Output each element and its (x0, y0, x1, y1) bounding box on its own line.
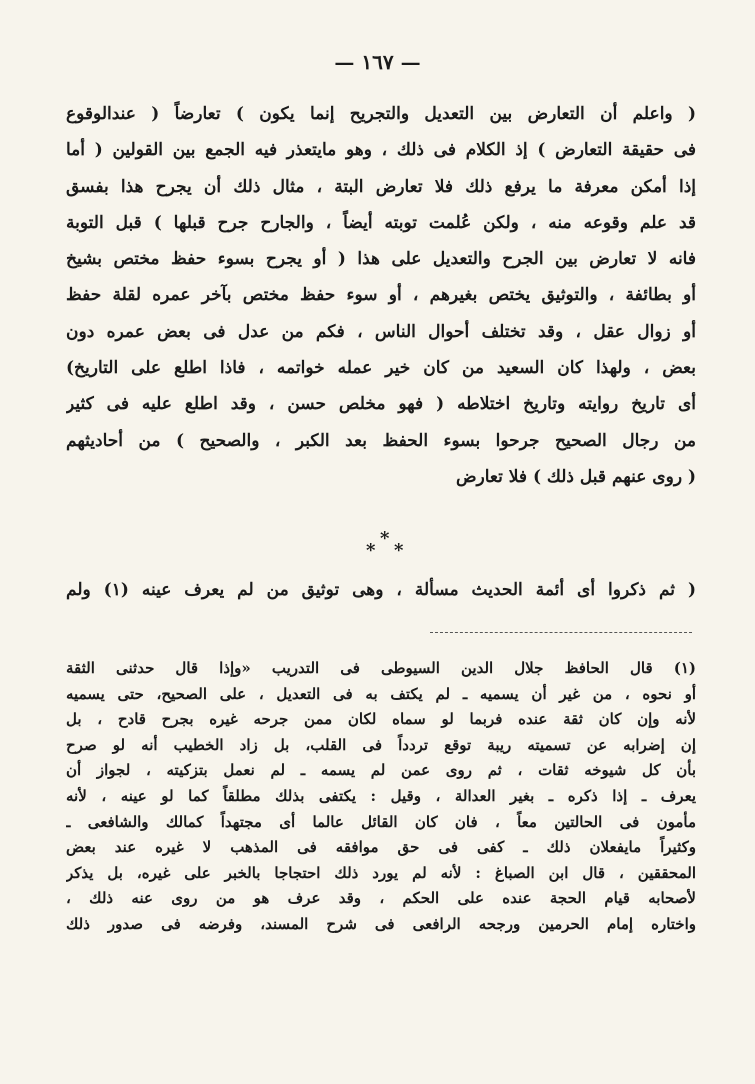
separator-star: * (380, 528, 390, 549)
footnote-line: واختاره إمام الحرمين ورجحه الرافعى فى شرح المسند، وفرضه فى صدور ذلك (66, 914, 696, 933)
main-text-line: من رجال الصحيح جرحوا بسوء الحفظ بعد الكبر ، والصحيح ) من أحاديثهم (66, 430, 696, 451)
main-text-line: فى حقيقة التعارض ) إذ الكلام فى ذلك ، وهو مايتعذر فيه الجمع بين القولين ( أما (66, 140, 696, 161)
footnote-line: بأن كل شيوخه ثقات ، ثم روى عمن لم يسمه ـ لم نعمل بتزكيته ، لجواز أن (66, 761, 696, 780)
main-text-line: أو بطائفة ، والتوثيق يختص بغيرهم ، أو سوء حفظ مختص بآخر عمره لقلة حفظ (66, 285, 696, 306)
section-separator (0, 528, 755, 564)
main-text-line: أو زوال عقل ، وقد تختلف أحوال الناس ، فكم من عدل فى بعض عمره دون (66, 321, 696, 342)
separator-star: * (394, 540, 404, 561)
footnote-line: يعرف ـ إذا ذكره ـ بغير العدالة ، وقيل : يكتفى بذلك مطلقاً كما لو عينه ، لأنه (66, 786, 696, 805)
footnote-line: (١) قال الحافظ جلال الدين السيوطى فى التدريب «وإذا قال حدثنى الثقة (66, 659, 696, 677)
separator-star: * (366, 540, 376, 561)
main-text-line: بعض ، ولهذا كان السعيد من كان خير عمله خواتمه ، فاذا اطلع على التاريخ) (66, 358, 696, 379)
footnote-block (66, 656, 696, 938)
section-opening-line: ( ثم ذكروا أى أئمة الحديث مسألة ، وهى توثيق من لم يعرف عينه (١) ولم (66, 580, 696, 600)
main-text-line: ( واعلم أن التعارض بين التعديل والتجريح إنما يكون ) تعارضاً ( عندالوقوع (66, 104, 696, 124)
footnote-line: لأنه وإن كان ثقة عنده فربما لو سماه لكان ممن جرحه غيره بجرح قادح ، بل (66, 710, 696, 729)
main-text-line: قد علم وقوعه منه ، ولكن عُلمت توبته أيضاً ، والجارح جرح قبلها ) قبل التوبة (66, 212, 696, 233)
footnote-line: لأصحابه قيام الحجة عنده على الحكم ، وقد عرف هو من روى عنه ذلك ، (66, 889, 696, 908)
page-number: — ١٦٧ — (334, 50, 421, 74)
main-text-line: فانه لا تعارض بين الجرح والتعديل على هذا ( أو يجرح بسوء حفظ مختص بشيخ (66, 249, 696, 270)
footnote-line: أو نحوه ، من غير أن يسميه ـ لم يكتف به فى التعديل ، على الصحيح، حتى يسميه (66, 684, 696, 703)
footnote-divider (430, 632, 692, 633)
main-text-line: إذا أمكن معرفة ما يرفع ذلك فلا تعارض البتة ، مثال ذلك أن يجرح هذا بفسق (66, 176, 696, 197)
footnote-line: المحققين ، قال ابن الصباغ : لأنه لم يورد ذلك احتجاجا بالخبر على غيره، بل يذكر (66, 863, 696, 882)
footnote-line: وكثيراً مايفعلان ذلك ـ كفى فى حق موافقه فى المذهب لا غيره عند بعض (66, 838, 696, 857)
main-text-block (66, 96, 696, 495)
main-text-line: ( روى عنهم قبل ذلك ) فلا تعارض (455, 466, 696, 487)
main-text-line: أى تاريخ روايته وتاريخ اختلاطه ( فهو مخلص حسن ، وقد اطلع عليه فى كثير (66, 394, 696, 415)
footnote-line: مأمون فى الحالتين معاً ، فان كان القائل عالما أى مجتهداً كمالك والشافعى ـ (66, 812, 696, 831)
footnote-line: إن إضرابه عن تسميته ريبة توقع تردداً فى القلب، بل زاد الخطيب أنه لو صرح (66, 735, 696, 754)
